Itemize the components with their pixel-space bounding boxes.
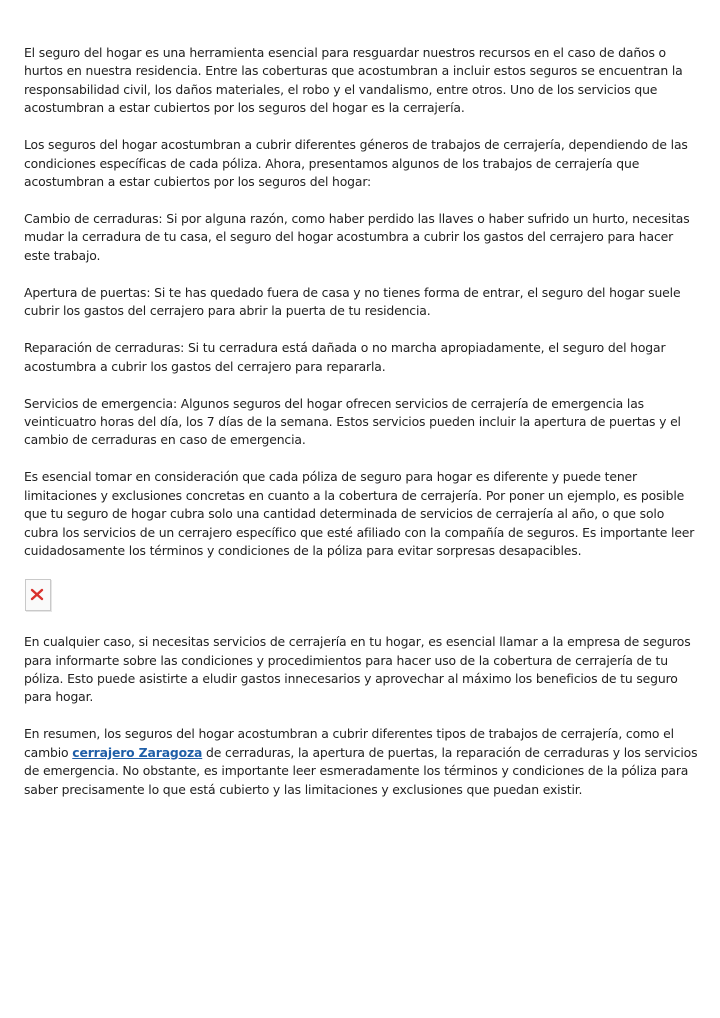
paragraph-emergency: Servicios de emergencia: Algunos seguros del hogar ofrecen servicios de cerrajería de emergencia las veinticuatro horas del día, los 7 días de la semana. Estos servicios pueden incluir la apertura de puertas y el cambio de cerraduras en caso de emergencia. — [24, 395, 681, 448]
cerrajero-zaragoza-link[interactable]: cerrajero Zaragoza — [72, 744, 203, 760]
paragraph-lock-repair: Reparación de cerraduras: Si tu cerradura está dañada o no marcha apropiadamente, el seguro del hogar acostumbra a cubrir los gastos del cerrajero para repararla. — [24, 340, 666, 374]
paragraph-door-opening: Apertura de puertas: Si te has quedado fuera de casa y no tienes forma de entrar, el seguro del hogar suele cubrir los gastos del cerrajero para abrir la puerta de tu residencia. — [24, 284, 681, 319]
paragraph-coverage: Los seguros del hogar acostumbran a cubrir diferentes géneros de trabajos de cerrajería, dependiendo de las condiciones específicas de cada póliza. Ahora, presentamos algunos de los trabajos de cerrajería que acostumbran a estar cubiertos por los seguros del hogar: — [24, 137, 688, 190]
summary-text-after: de cerraduras, la apertura de puertas, la reparación de cerraduras y los servicios de emergencia. No obstante, es importante leer esmeradamente los términos y condiciones de la póliza para saber precisamente lo que está cubierto y las limitaciones y exclusiones que puedan existir. — [24, 744, 698, 797]
summary-text-before: En resumen, los seguros del hogar acostumbran a cubrir diferentes tipos de trabajos de cerrajería, como el cambio — [24, 726, 674, 760]
paragraph-summary — [24, 725, 698, 799]
paragraph-intro: El seguro del hogar es una herramienta esencial para resguardar nuestros recursos en el caso de daños o hurtos en nuestra residencia. Entre las coberturas que acostumbran a incluir estos seguros se encuentran la responsabilidad civil, los daños materiales, el robo y el vandalismo, entre otros. Uno de los servicios que acostumbran a estar cubiertos por los seguros del hogar es la cerrajería. — [24, 45, 683, 116]
broken-image-placeholder — [25, 579, 51, 611]
document-body — [24, 44, 698, 818]
paragraph-contact-insurer: En cualquier caso, si necesitas servicios de cerrajería en tu hogar, es esencial llamar a la empresa de seguros para informarte sobre las condiciones y procedimientos para hacer uso de la cobertura de cerrajería de tu póliza. Esto puede asistirte a eludir gastos innecesarios y aprovechar al máximo los beneficios de tu seguro para hogar. — [24, 634, 691, 705]
paragraph-lock-change: Cambio de cerraduras: Si por alguna razón, como haber perdido las llaves o haber sufrido un hurto, necesitas mudar la cerradura de tu casa, el seguro del hogar acostumbra a cubrir los gastos del cerrajero para hacer este trabajo. — [24, 211, 690, 263]
paragraph-limitations: Es esencial tomar en consideración que cada póliza de seguro para hogar es diferente y puede tener limitaciones y exclusiones concretas en cuanto a la cobertura de cerrajería. Por poner un ejemplo, es posible que tu seguro de hogar cubra solo una cantidad determinada de servicios de cerrajería al año, o que solo cubra los servicios de un cerrajero específico que esté afiliado con la compañía de seguros. Es importante leer cuidadosamente los términos y condiciones de la póliza para evitar sorpresas desapacibles. — [24, 469, 695, 559]
broken-image-icon — [30, 588, 44, 601]
